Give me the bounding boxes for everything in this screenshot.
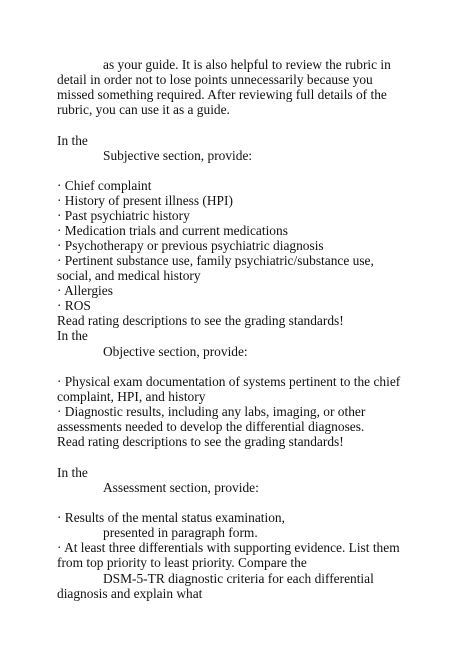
- list-item: · Medication trials and current medications: [57, 223, 288, 238]
- grading-note: Read rating descriptions to see the grading standards!: [57, 434, 344, 449]
- section-heading-assessment: Assessment section, provide:: [103, 480, 259, 495]
- list-item-continuation: diagnosis and explain what: [57, 586, 203, 601]
- list-item: · History of present illness (HPI): [57, 193, 233, 208]
- section-intro: In the: [57, 328, 88, 343]
- section-intro: In the: [57, 465, 88, 480]
- list-item-continuation: DSM-5-TR diagnostic criteria for each differential: [103, 571, 374, 586]
- grading-note: Read rating descriptions to see the grading standards!: [57, 313, 344, 328]
- list-item: · Psychotherapy or previous psychiatric diagnosis: [57, 238, 324, 253]
- section-heading-subjective: Subjective section, provide:: [103, 148, 253, 163]
- text-line: detail in order not to lose points unnecessarily because you: [57, 72, 373, 87]
- list-item-continuation: assessments needed to develop the differential diagnoses.: [57, 419, 365, 434]
- list-item-continuation: presented in paragraph form.: [103, 525, 258, 540]
- list-item-continuation: complaint, HPI, and history: [57, 389, 206, 404]
- section-intro: In the: [57, 133, 88, 148]
- list-item: · Pertinent substance use, family psychiatric/substance use,: [57, 253, 374, 268]
- section-heading-objective: Objective section, provide:: [103, 344, 248, 359]
- list-item: · Chief complaint: [57, 178, 152, 193]
- list-item: · Physical exam documentation of systems pertinent to the chief: [57, 374, 401, 389]
- list-item: · Results of the mental status examination,: [57, 510, 285, 525]
- list-item-continuation: social, and medical history: [57, 268, 201, 283]
- list-item-continuation: from top priority to least priority. Compare the: [57, 555, 307, 570]
- text-line: rubric, you can use it as a guide.: [57, 102, 230, 117]
- text-line: missed something required. After reviewing full details of the: [57, 87, 387, 102]
- text-line: as your guide. It is also helpful to review the rubric in: [103, 57, 391, 72]
- list-item: · At least three differentials with supporting evidence. List them: [57, 540, 400, 555]
- list-item: · Allergies: [57, 283, 113, 298]
- list-item: · Past psychiatric history: [57, 208, 190, 223]
- list-item: · Diagnostic results, including any labs, imaging, or other: [57, 404, 366, 419]
- list-item: · ROS: [57, 298, 91, 313]
